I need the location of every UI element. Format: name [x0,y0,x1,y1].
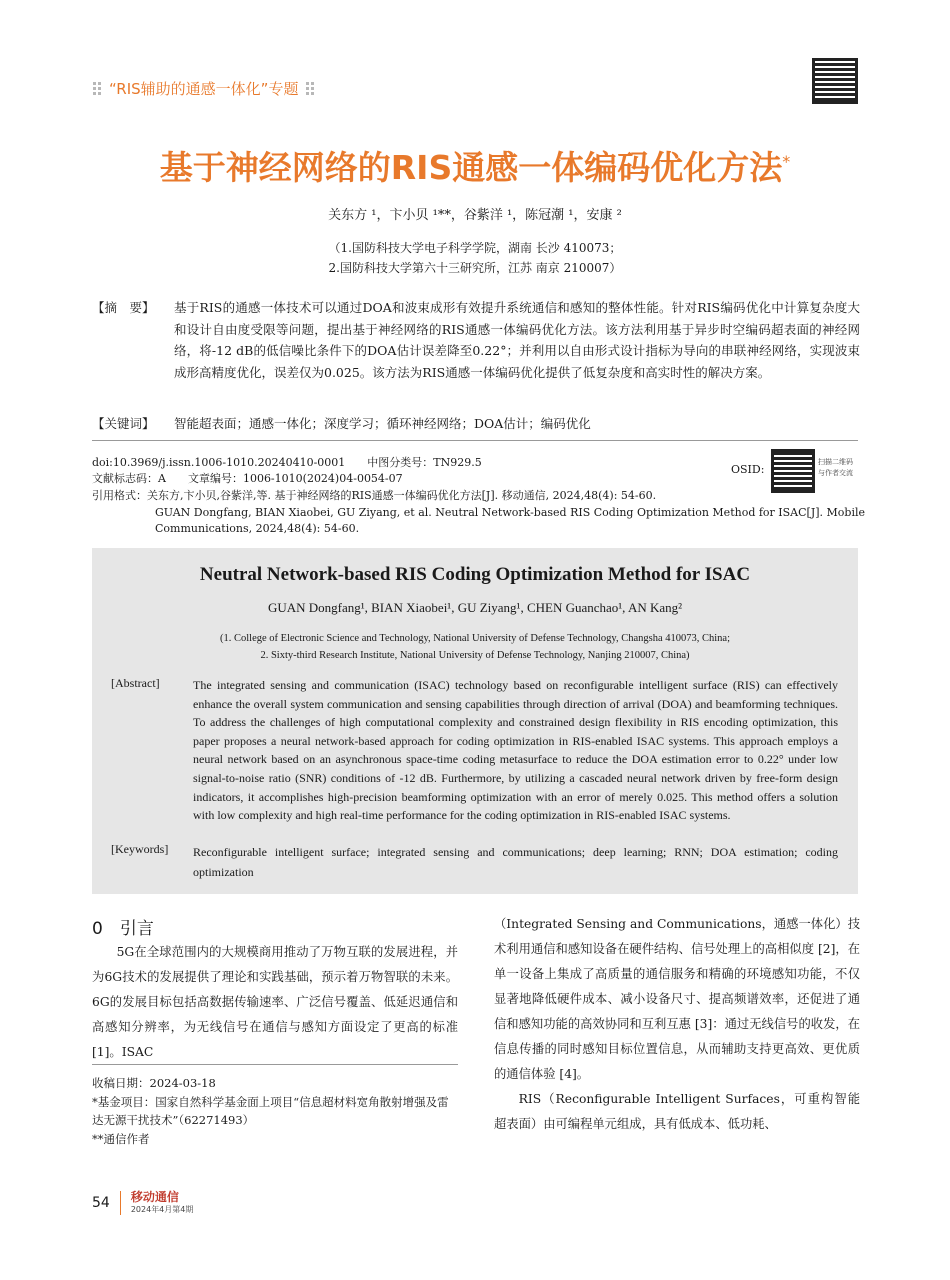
footnote-divider [92,1064,458,1065]
english-abstract-text: The integrated sensing and communication (ISAC) technology based on reconfigurable intelligent surface (RIS) can effectively enhance the overall system communication and sensing capabilities through direction of arrival (DOA) and beamforming techniques. To address the challenges of high computational complexity and constrained design flexibility in RIS encoding optimization, this paper proposes a neural network-based approach for coding optimization in RIS-enabled ISAC systems. This approach employs a neural network based on an asynchronous space-time coding metasurface to reduce the DOA estimation error to 0.22° under low signal-to-noise ratio (SNR) conditions of -12 dB. Furthermore, by utilizing a cascaded neural network driven by free-form design indicators, it accomplishes high-precision beamforming optimization with an error of merely 0.025. This method offers a solution with low complexity and high real-time performance for the coding optimization in RIS-enabled ISAC systems. [193,678,838,823]
divider [92,440,858,441]
journal-info [131,1190,194,1215]
footnote-fund: *基金项目：国家自然科学基金面上项目“信息超材料宽角散射增强及雷达无源干扰技术”（62271493） [92,1094,449,1127]
scan-note-line: 扫描二维码 [818,458,853,466]
authors-cn: 关东方 ¹，卞小贝 ¹**，谷紫洋 ¹，陈冠潮 ¹，安康 ² [328,208,622,223]
dots-icon [306,82,314,95]
english-abstract-box [92,548,858,894]
english-title: Neutral Network-based RIS Coding Optimization Method for ISAC [199,564,751,585]
doc-code-line: 文献标志码：A 文章编号：1006-1010(2024)04-0054-07 [92,472,403,485]
qr-code-icon [812,58,858,104]
affiliation-line: (1. College of Electronic Science and Technology, National University of Defense Technology, Changsha 410073, China; [220,633,730,644]
abstract-cn [92,297,860,383]
body-column-right [494,912,860,1137]
body-paragraph: RIS（Reconfigurable Intelligent Surfaces，可重构智能超表面）由可编程单元组成，具有低成本、低功耗、 [494,1092,860,1131]
keywords-cn [92,414,860,432]
page-folio [92,1190,193,1215]
affiliation-line: 2.国防科技大学第六十三研究所，江苏 南京 210007） [328,261,622,275]
title-footnote-mark: * [782,152,791,171]
english-abstract-label: [Abstract] [111,676,160,690]
english-keywords-label: [Keywords] [111,842,169,856]
dots-icon [93,82,101,95]
citation-en-2: Communications, 2024,48(4): 54-60. [155,522,360,535]
page-number: 54 [92,1194,110,1211]
title-text: 基于神经网络的RIS通感一体编码优化方法 [159,148,783,187]
osid-label: OSID: [731,463,765,476]
citation-en-1: GUAN Dongfang, BIAN Xiaobei, GU Ziyang, et al. Neutral Network-based RIS Coding Optimization Method for ISAC[J]. Mobile [155,506,866,519]
osid-qr-icon [771,449,815,493]
keywords-cn-text: 智能超表面；通感一体化；深度学习；循环神经网络；DOA估计；编码优化 [174,416,591,431]
topic-header [93,78,314,99]
footnote-corr: **通信作者 [92,1131,150,1146]
affiliation-line: （1.国防科技大学电子科学学院，湖南 长沙 410073； [328,241,622,255]
issue-info: 2024年4月第4期 [130,1205,194,1214]
body-paragraph-left: 5G在全球范围内的大规模商用推动了万物互联的发展进程，并为6G技术的发展提供了理论和实践基础，预示着万物智联的未来。6G的发展目标包括高数据传输速率、广泛信号覆盖、低延迟通信和高感知分辨率，为无线信号在通信与感知方面设定了更高的标准 [1]。ISAC [92,945,458,1059]
scan-note [818,457,853,479]
paper-title [0,142,950,189]
citation-cn: 引用格式：关东方,卞小贝,谷紫洋,等. 基于神经网络的RIS通感一体编码优化方法[J]. 移动通信, 2024,48(4): 54-60. [92,489,657,502]
section-heading: 0 引言 [92,919,154,939]
english-keywords-text: Reconfigurable intelligent surface; integrated sensing and communications; deep learning; RNN; DOA estimation; coding optimization [193,845,838,879]
affiliation-line: 2. Sixty-third Research Institute, National University of Defense Technology, Nanjing 210007, China) [260,650,690,661]
journal-name: 移动通信 [130,1190,179,1204]
footnotes [92,1074,458,1148]
english-affiliations [92,630,858,664]
scan-note-line: 与作者交流 [818,469,853,477]
abstract-cn-text: 基于RIS的通感一体技术可以通过DOA和波束成形有效提升系统通信和感知的整体性能。针对RIS编码优化中计算复杂度大和设计自由度受限等问题，提出基于神经网络的RIS通感一体编码优化方法。该方法利用基于异步时空编码超表面的神经网络，将-12 dB的低信噪比条件下的DOA估计误差降至0.22°；并利用以自由形式设计指标为导向的串联神经网络，实现波束成形高精度优化，误差仅为0.025。该方法为RIS通感一体编码优化提供了低复杂度和高实时性的解决方案。 [174,300,860,380]
folio-divider [120,1191,121,1215]
keywords-cn-label: 【关键词】 [92,416,155,431]
abstract-cn-label: 【摘 要】 [92,300,155,315]
affiliations-cn [0,238,950,278]
english-authors: GUAN Dongfang¹, BIAN Xiaobei¹, GU Ziyang¹, CHEN Guanchao¹, AN Kang² [267,600,683,615]
footnote-received: 收稿日期：2024-03-18 [92,1076,216,1090]
body-paragraph: （Integrated Sensing and Communications，通感一体化）技术利用通信和感知设备在硬件结构、信号处理上的高相似度 [2]，在单一设备上集成了高质量的通信服务和精确的环境感知功能，不仅显著地降低硬件成本、减小设备尺寸、提高频谱效率，还促进了通信和感知功能的高效协同和互利互惠 [3]：通过无线信号的收发，在信息传播的同时感知目标位置信息，从而辅助支持更高效、更优质的通信体验 [4]。 [494,917,860,1081]
topic-text: “RIS辅助的通感一体化”专题 [109,80,299,98]
doi-line: doi:10.3969/j.issn.1006-1010.20240410-0001 中图分类号：TN929.5 [92,456,482,469]
